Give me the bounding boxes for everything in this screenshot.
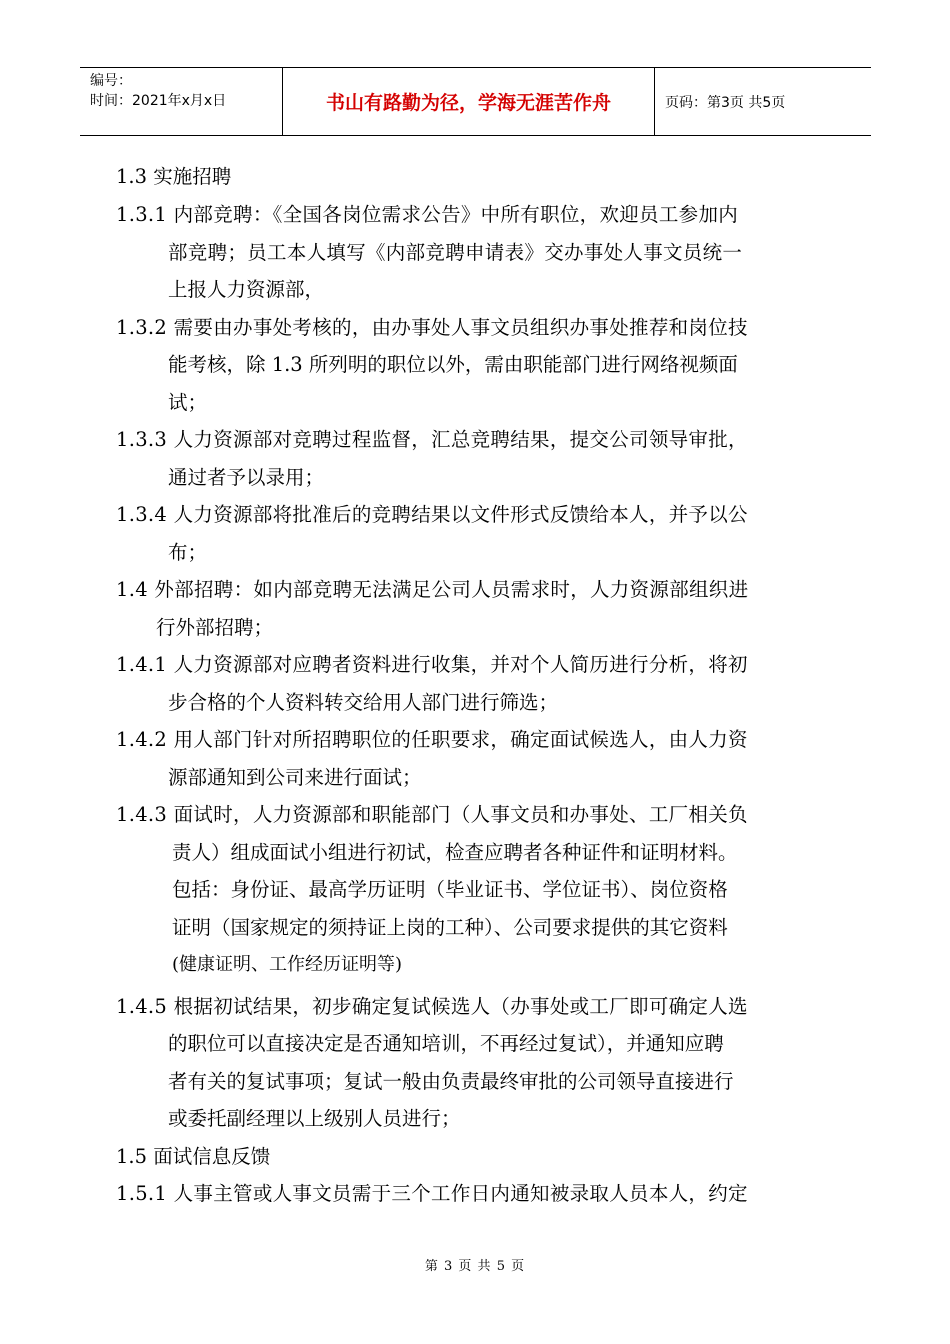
text-line: 行外部招聘； (156, 615, 274, 639)
text-line: 1.3.2 需要由办事处考核的，由办事处人事文员组织办事处推荐和岗位技 (116, 315, 748, 339)
paragraph-1-3-3 (116, 421, 836, 496)
header-page-label: 页码：第3页 共5页 (665, 94, 786, 111)
text-line: 部竞聘；员工本人填写《内部竞聘申请表》交办事处人事文员统一 (168, 240, 743, 264)
paragraph-1-5-1 (116, 1175, 836, 1213)
paragraph-1-4-2 (116, 721, 836, 796)
page-footer: 第 3 页 共 5 页 (424, 1259, 526, 1274)
text-line: 包括：身份证、最高学历证明（毕业证书、学位证书）、岗位资格 (172, 878, 728, 901)
text-line: 证明（国家规定的须持证上岗的工种）、公司要求提供的其它资料 (172, 915, 728, 939)
text-line: 1.3.3 人力资源部对竞聘过程监督，汇总竞聘结果，提交公司领导审批， (116, 428, 748, 451)
text-line: (健康证明、工作经历证明等) (172, 954, 403, 975)
header-meta (80, 68, 283, 135)
text-line: 步合格的个人资料转交给用人部门进行筛选； (168, 690, 559, 714)
paragraph-1-4-3 (116, 796, 836, 984)
paragraph-1-4-5 (116, 988, 836, 1138)
text-line: 责人）组成面试小组进行初试，检查应聘者各种证件和证明材料。 (172, 840, 738, 864)
text-line: 1.5.1 人事主管或人事文员需于三个工作日内通知被录取人员本人，约定 (116, 1182, 748, 1205)
paragraph-1-3-2 (116, 309, 836, 422)
text-line: 1.4.2 用人部门针对所招聘职位的任职要求，确定面试候选人，由人力资 (116, 728, 748, 751)
paragraph-1-4 (116, 571, 836, 646)
text-line: 者有关的复试事项；复试一般由负责最终审批的公司领导直接进行 (168, 1069, 734, 1093)
text-line: 1.3.4 人力资源部将批准后的竞聘结果以文件形式反馈给本人，并予以公 (116, 503, 748, 526)
document-time-label: 时间：2021年x月x日 (90, 93, 227, 109)
text-line: 1.4.5 根据初试结果，初步确定复试候选人（办事处或工厂即可确定人选 (116, 994, 748, 1018)
document-number-label: 编号： (90, 73, 132, 89)
text-line: 1.4.1 人力资源部对应聘者资料进行收集，并对个人简历进行分析，将初 (116, 653, 748, 676)
text-line: 的职位可以直接决定是否通知培训，不再经过复试），并通知应聘 (168, 1032, 724, 1055)
text-line: 或委托副经理以上级别人员进行； (168, 1107, 461, 1130)
paragraph-1-3-1 (116, 196, 836, 309)
text-line: 通过者予以录用； (168, 465, 325, 489)
paragraph-1-3-4 (116, 496, 836, 571)
text-line: 1.3 实施招聘 (116, 165, 232, 188)
text-line: 1.4 外部招聘：如内部竞聘无法满足公司人员需求时，人力资源部组织进 (116, 578, 749, 601)
text-line: 源部通知到公司来进行面试； (168, 765, 422, 789)
text-line: 试； (168, 390, 208, 414)
paragraph-1-4-1 (116, 646, 836, 721)
section-1-5-heading (116, 1138, 836, 1176)
document-header (80, 67, 871, 136)
text-line: 布； (168, 540, 208, 564)
text-line: 1.5 面试信息反馈 (116, 1144, 271, 1168)
text-line: 上报人力资源部， (168, 278, 325, 301)
text-line: 1.4.3 面试时，人力资源部和职能部门（人事文员和办事处、工厂相关负 (116, 803, 748, 826)
section-1-3-heading (116, 158, 836, 196)
header-motto: 书山有路勤为径，学海无涯苦作舟 (283, 68, 655, 135)
text-line: 1.3.1 内部竞聘：《全国各岗位需求公告》中所有职位，欢迎员工参加内 (116, 203, 739, 226)
document-body (116, 158, 836, 1213)
text-line: 能考核，除 1.3 所列明的职位以外，需由职能部门进行网络视频面 (168, 353, 738, 376)
